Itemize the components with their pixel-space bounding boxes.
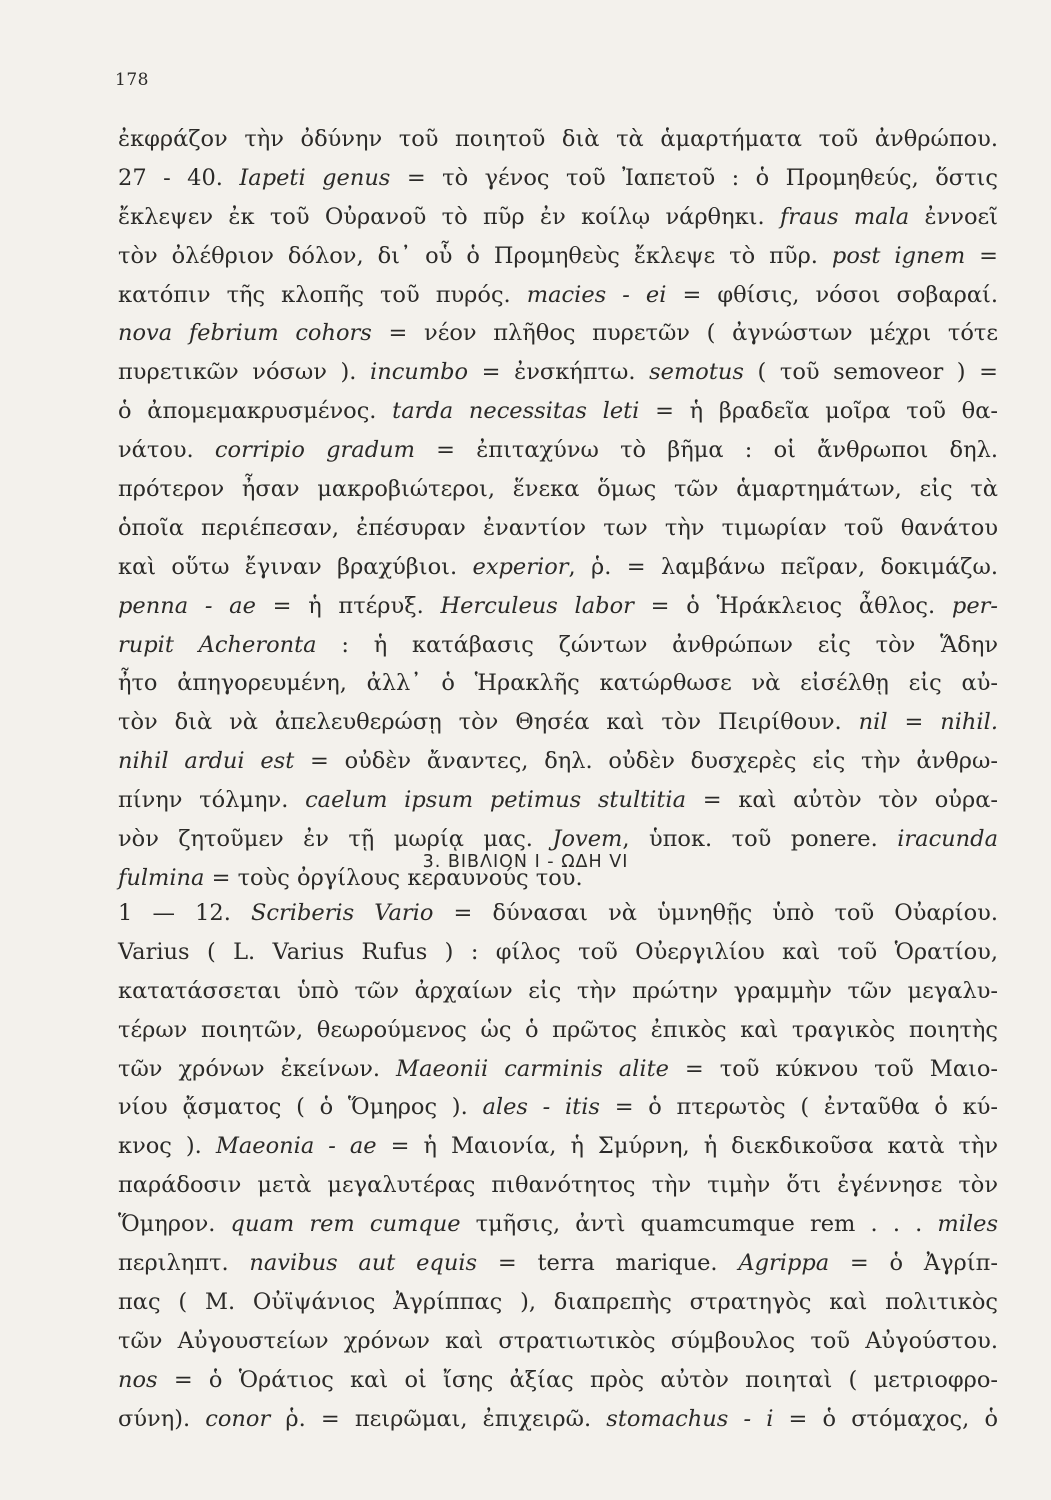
text-line: σύνη). conor ῥ. = πειρῶμαι, ἐπιχειρῶ. stomachus - i = ὁ στόμαχος, ὁ	[118, 1405, 998, 1432]
text-line: Varius ( L. Varius Rufus ) : φίλος τοῦ Οὐεργιλίου καὶ τοῦ Ὁρατίου,	[118, 938, 998, 965]
text-line: nos = ὁ Ὁράτιος καὶ οἱ ἴσης ἀξίας πρὸς αὐτὸν ποιηταὶ ( μετριοφρο-	[118, 1366, 998, 1393]
section-heading: 3. ΒΙΒΛΙΟΝ Ι - ΩΔΗ VI	[422, 852, 629, 872]
page-number: 178	[115, 70, 149, 90]
text-line: νάτου. corripio gradum = ἐπιταχύνω τὸ βῆμα : οἱ ἄνθρωποι δηλ.	[118, 437, 998, 464]
text-line: νίου ᾄσματος ( ὁ Ὅμηρος ). ales - itis = ὁ πτερωτὸς ( ἐνταῦθα ὁ κύ-	[118, 1094, 998, 1121]
text-line: ὁποῖα περιέπεσαν, ἐπέσυραν ἐναντίον των τὴν τιμωρίαν τοῦ θανάτου	[118, 514, 998, 541]
text-line: τὸν διὰ νὰ ἀπελευθερώσῃ τὸν Θησέα καὶ τὸν Πειρίθουν. nil = nihil.	[118, 709, 998, 736]
text-line: rupit Acheronta : ἡ κατάβασις ζώντων ἀνθρώπων εἰς τὸν Ἅδην	[118, 631, 998, 658]
text-line: κατατάσσεται ὑπὸ τῶν ἀρχαίων εἰς τὴν πρώτην γραμμὴν τῶν μεγαλυ-	[118, 977, 998, 1004]
text-line: νὸν ζητοῦμεν ἐν τῇ μωρίᾳ μας. Jovem, ὑποκ. τοῦ ponere. iracunda	[118, 826, 998, 853]
text-line: nova febrium cohors = νέον πλῆθος πυρετῶν ( ἀγνώστων μέχρι τότε	[118, 320, 998, 347]
commentary-block-top	[118, 120, 998, 898]
text-line: τὸν ὀλέθριον δόλον, δι᾽ οὗ ὁ Προμηθεὺς ἔκλεψε τὸ πῦρ. post ignem =	[118, 242, 998, 269]
text-line: nihil ardui est = οὐδὲν ἄναντες, δηλ. οὐδὲν δυσχερὲς εἰς τὴν ἀνθρω-	[118, 748, 998, 775]
text-line: κνος ). Maeonia - ae = ἡ Μαιονία, ἡ Σμύρνη, ἡ διεκδικοῦσα κατὰ τὴν	[118, 1133, 999, 1160]
text-line: penna - ae = ἡ πτέρυξ. Herculeus labor = ὁ Ἡράκλειος ἆθλος. per-	[118, 592, 998, 619]
text-line: Ὅμηρον. quam rem cumque τμῆσις, ἀντὶ quamcumque rem . . . miles	[118, 1211, 998, 1238]
text-line: ἐκφράζον τὴν ὀδύνην τοῦ ποιητοῦ διὰ τὰ ἁμαρτήματα τοῦ ἀνθρώπου.	[118, 126, 998, 152]
text-line: ἔκλεψεν ἐκ τοῦ Οὐρανοῦ τὸ πῦρ ἐν κοίλῳ νάρθηκι. fraus mala ἐννοεῖ	[118, 203, 998, 230]
text-line: 1 — 12. Scriberis Vario = δύνασαι νὰ ὑμνηθῇς ὑπὸ τοῦ Οὐαρίου.	[118, 900, 998, 926]
text-line: τέρων ποιητῶν, θεωρούμενος ὡς ὁ πρῶτος ἐπικὸς καὶ τραγικὸς ποιητὴς	[118, 1016, 998, 1043]
text-line: καὶ οὕτω ἔγιναν βραχύβιοι. experior, ῥ. = λαμβάνω πεῖραν, δοκιμάζω.	[118, 553, 998, 580]
text-line: πυρετικῶν νόσων ). incumbo = ἐνσκήπτω. semotus ( τοῦ semoveor ) =	[118, 359, 999, 386]
text-line: ὁ ἀπομεμακρυσμένος. tarda necessitas leti = ἡ βραδεῖα μοῖρα τοῦ θα-	[118, 398, 998, 425]
text-line: παράδοσιν μετὰ μεγαλυτέρας πιθανότητος τὴν τιμὴν ὅτι ἐγέννησε τὸν	[118, 1172, 998, 1199]
text-line: ἦτο ἀπηγορευμένη, ἀλλ᾽ ὁ Ἡρακλῆς κατώρθωσε νὰ εἰσέλθῃ εἰς αὐ-	[118, 670, 998, 697]
text-line: πας ( M. Οὐϊψάνιος Ἀγρίππας ), διαπρεπὴς στρατηγὸς καὶ πολιτικὸς	[118, 1288, 998, 1315]
text-line: κατόπιν τῆς κλοπῆς τοῦ πυρός. macies - ei = φθίσις, νόσοι σοβαραί.	[118, 281, 998, 308]
text-line: πρότερον ἦσαν μακροβιώτεροι, ἕνεκα ὅμως τῶν ἁμαρτημάτων, εἰς τὰ	[118, 476, 998, 503]
text-line: τῶν Αὐγουστείων χρόνων καὶ στρατιωτικὸς σύμβουλος τοῦ Αὐγούστου.	[118, 1327, 998, 1354]
text-line: περιληπτ. navibus aut equis = terra marique. Agrippa = ὁ Ἀγρίπ-	[118, 1250, 998, 1277]
commentary-block-bottom	[118, 894, 998, 1438]
text-line: 27 - 40. Iapeti genus = τὸ γένος τοῦ Ἰαπετοῦ : ὁ Προμηθεύς, ὅστις	[118, 164, 998, 191]
text-line: fulmina = τοὺς ὀργίλους κεραυνούς του.	[118, 864, 583, 891]
text-line: πίνην τόλμην. caelum ipsum petimus stultitia = καὶ αὐτὸν τὸν οὐρα-	[118, 787, 998, 814]
text-line: τῶν χρόνων ἐκείνων. Maeonii carminis alite = τοῦ κύκνου τοῦ Μαιο-	[118, 1055, 999, 1082]
